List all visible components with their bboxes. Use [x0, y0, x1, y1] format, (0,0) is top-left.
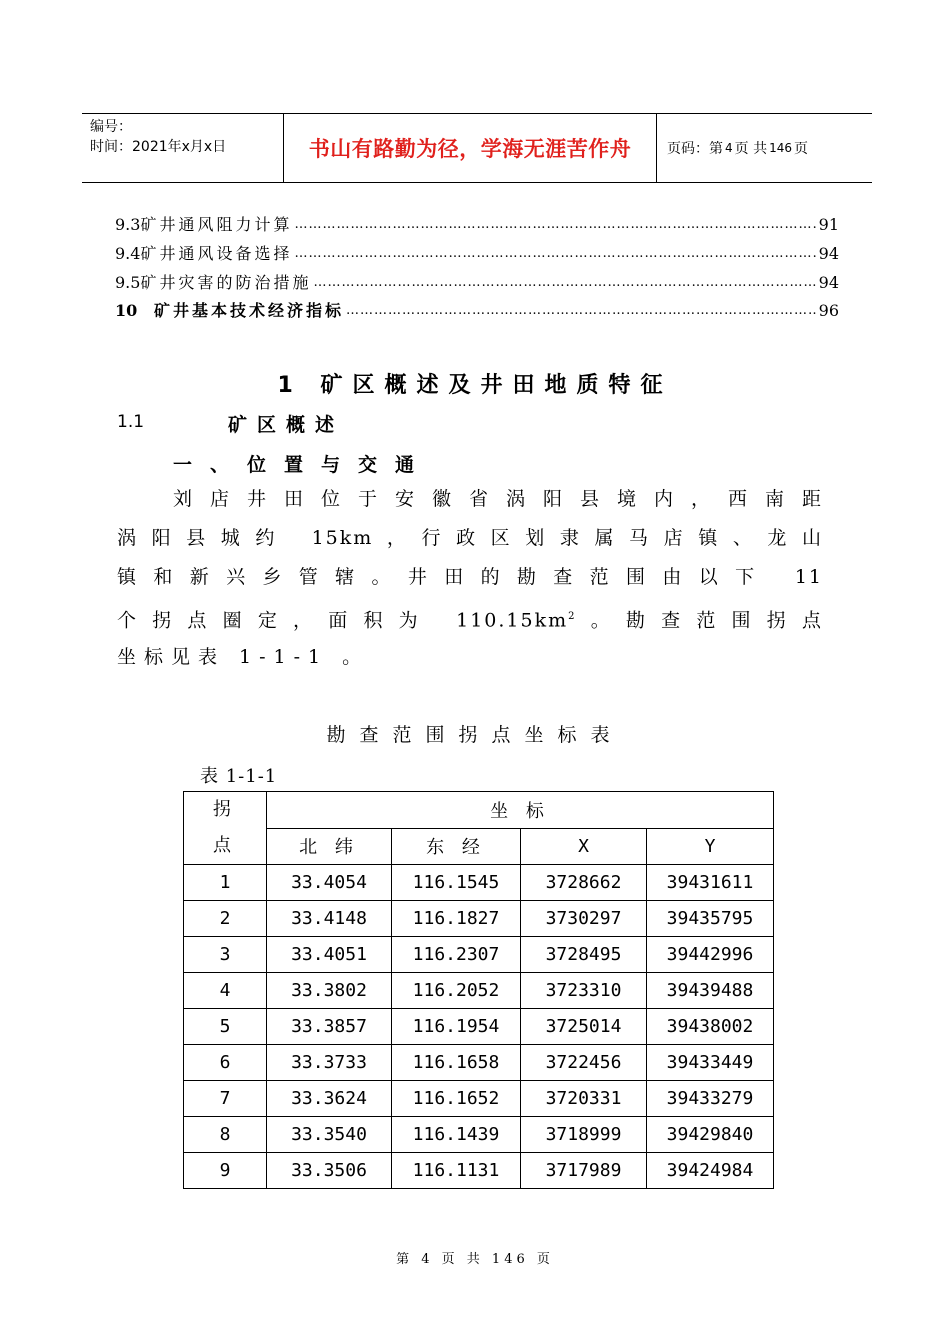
- cell-point: 1: [184, 865, 267, 901]
- header-meta: [82, 114, 283, 182]
- header-point-line: 拐: [213, 799, 237, 820]
- cell-y: 39424984: [647, 1153, 774, 1189]
- cell-point: 7: [184, 1081, 267, 1117]
- subsection-title: 一、位置与交通: [173, 454, 433, 476]
- toc-leader-dots: [292, 212, 816, 238]
- cell-point: 8: [184, 1117, 267, 1153]
- header-point-line: 点: [213, 835, 237, 856]
- header-page-prefix: 页码：第: [667, 141, 723, 157]
- cell-lon: 116.1131: [392, 1153, 521, 1189]
- paragraph-text: 。勘查范围拐点: [576, 609, 823, 632]
- table-caption: 勘查范围拐点坐标表: [326, 724, 624, 746]
- toc-entry[interactable]: [115, 270, 839, 296]
- table-id: 表 1-1-1: [200, 766, 278, 787]
- toc-leader-dots: [344, 298, 817, 324]
- page-header: [82, 113, 872, 183]
- toc-entry-page: 96: [818, 301, 839, 320]
- cell-lat: 33.4054: [267, 865, 392, 901]
- section-title: 矿区概述: [228, 414, 345, 436]
- toc-entry-page: 91: [818, 215, 839, 234]
- table-row: [184, 1045, 774, 1081]
- table-row: [184, 901, 774, 937]
- cell-y: 39431611: [647, 865, 774, 901]
- header-date: 时间：2021年x月x日: [90, 139, 227, 155]
- toc-entry-title: 矿井灾害的防治措施: [140, 273, 312, 292]
- toc-entry-number: 9.4: [115, 244, 141, 263]
- cell-y: 39438002: [647, 1009, 774, 1045]
- toc-entry[interactable]: [115, 241, 839, 267]
- toc-entry-title: 矿井通风阻力计算: [140, 215, 293, 234]
- coordinates-table: [183, 791, 774, 1189]
- cell-x: 3730297: [521, 901, 647, 937]
- table-header-row: [184, 828, 774, 865]
- cell-y: 39435795: [647, 901, 774, 937]
- header-motto: 书山有路勤为径，学海无涯苦作舟: [283, 114, 657, 182]
- table-row: [184, 937, 774, 973]
- toc-entry-number: 9.5: [115, 273, 141, 292]
- table-row: [184, 973, 774, 1009]
- cell-lon: 116.1658: [392, 1045, 521, 1081]
- column-header: X: [521, 828, 647, 865]
- header-page-info: [657, 114, 872, 182]
- cell-y: 39433279: [647, 1081, 774, 1117]
- table-header-row: [184, 792, 774, 829]
- cell-y: 39442996: [647, 937, 774, 973]
- header-serial-label: 编号：: [90, 119, 132, 135]
- table-row: [184, 865, 774, 901]
- cell-x: 3725014: [521, 1009, 647, 1045]
- cell-lon: 116.1439: [392, 1117, 521, 1153]
- toc-leader-dots: [292, 241, 816, 267]
- cell-point: 4: [184, 973, 267, 1009]
- cell-x: 3717989: [521, 1153, 647, 1189]
- header-page-suffix: 页: [794, 141, 808, 157]
- paragraph-line: [117, 597, 823, 640]
- cell-lat: 33.4148: [267, 901, 392, 937]
- cell-x: 3723310: [521, 973, 647, 1009]
- column-header: Y: [647, 828, 774, 865]
- table-row: [184, 1117, 774, 1153]
- cell-lat: 33.3506: [267, 1153, 392, 1189]
- table-row: [184, 1081, 774, 1117]
- cell-x: 3728662: [521, 865, 647, 901]
- chapter-title: 1 矿区概述及井田地质特征: [277, 373, 673, 398]
- cell-lat: 33.3857: [267, 1009, 392, 1045]
- cell-y: 39429840: [647, 1117, 774, 1153]
- cell-x: 3720331: [521, 1081, 647, 1117]
- toc-entry[interactable]: [115, 298, 839, 324]
- column-header: 北 纬: [267, 828, 392, 865]
- toc-entry-number: 10: [115, 301, 154, 320]
- toc-entry-title: 矿井基本技术经济指标: [153, 301, 344, 320]
- cell-lat: 33.4051: [267, 937, 392, 973]
- superscript: 2: [568, 611, 577, 622]
- toc-entry-page: 94: [818, 273, 839, 292]
- cell-y: 39433449: [647, 1045, 774, 1081]
- page-footer: 第 4 页 共 146 页: [396, 1252, 554, 1267]
- section-number: 1.1: [117, 412, 145, 432]
- cell-point: 6: [184, 1045, 267, 1081]
- toc-entry[interactable]: [115, 212, 839, 238]
- toc-leader-dots: [311, 270, 816, 296]
- header-coordinates: 坐 标: [267, 792, 774, 829]
- paragraph-line: 镇和新兴乡管辖。井田的勘查范围由以下 11: [117, 566, 823, 588]
- cell-point: 3: [184, 937, 267, 973]
- cell-lon: 116.1545: [392, 865, 521, 901]
- cell-point: 9: [184, 1153, 267, 1189]
- toc-entry-number: 9.3: [115, 215, 141, 234]
- cell-x: 3728495: [521, 937, 647, 973]
- header-page-total: 146: [769, 141, 792, 155]
- paragraph-text: 个拐点圈定，面积为 110.15km: [117, 609, 569, 632]
- cell-lon: 116.1954: [392, 1009, 521, 1045]
- header-point-cell: [184, 792, 267, 865]
- cell-x: 3718999: [521, 1117, 647, 1153]
- cell-lat: 33.3733: [267, 1045, 392, 1081]
- cell-lon: 116.1827: [392, 901, 521, 937]
- cell-lon: 116.2307: [392, 937, 521, 973]
- cell-lon: 116.2052: [392, 973, 521, 1009]
- cell-lat: 33.3624: [267, 1081, 392, 1117]
- toc-entry-title: 矿井通风设备选择: [140, 244, 293, 263]
- cell-point: 5: [184, 1009, 267, 1045]
- cell-lon: 116.1652: [392, 1081, 521, 1117]
- paragraph-line: 涡阳县城约 15km，行政区划隶属马店镇、龙山: [117, 527, 823, 549]
- column-header: 东 经: [392, 828, 521, 865]
- paragraph-line: 坐标见表 1-1-1 。: [117, 646, 370, 668]
- table-row: [184, 1009, 774, 1045]
- header-page-mid: 页 共: [734, 141, 768, 157]
- cell-y: 39439488: [647, 973, 774, 1009]
- table-row: [184, 1153, 774, 1189]
- toc-entry-page: 94: [818, 244, 839, 263]
- cell-x: 3722456: [521, 1045, 647, 1081]
- cell-lat: 33.3802: [267, 973, 392, 1009]
- cell-point: 2: [184, 901, 267, 937]
- header-page-number: 4: [725, 141, 733, 155]
- cell-lat: 33.3540: [267, 1117, 392, 1153]
- paragraph-line: 刘店井田位于安徽省涡阳县境内，西南距: [173, 488, 823, 510]
